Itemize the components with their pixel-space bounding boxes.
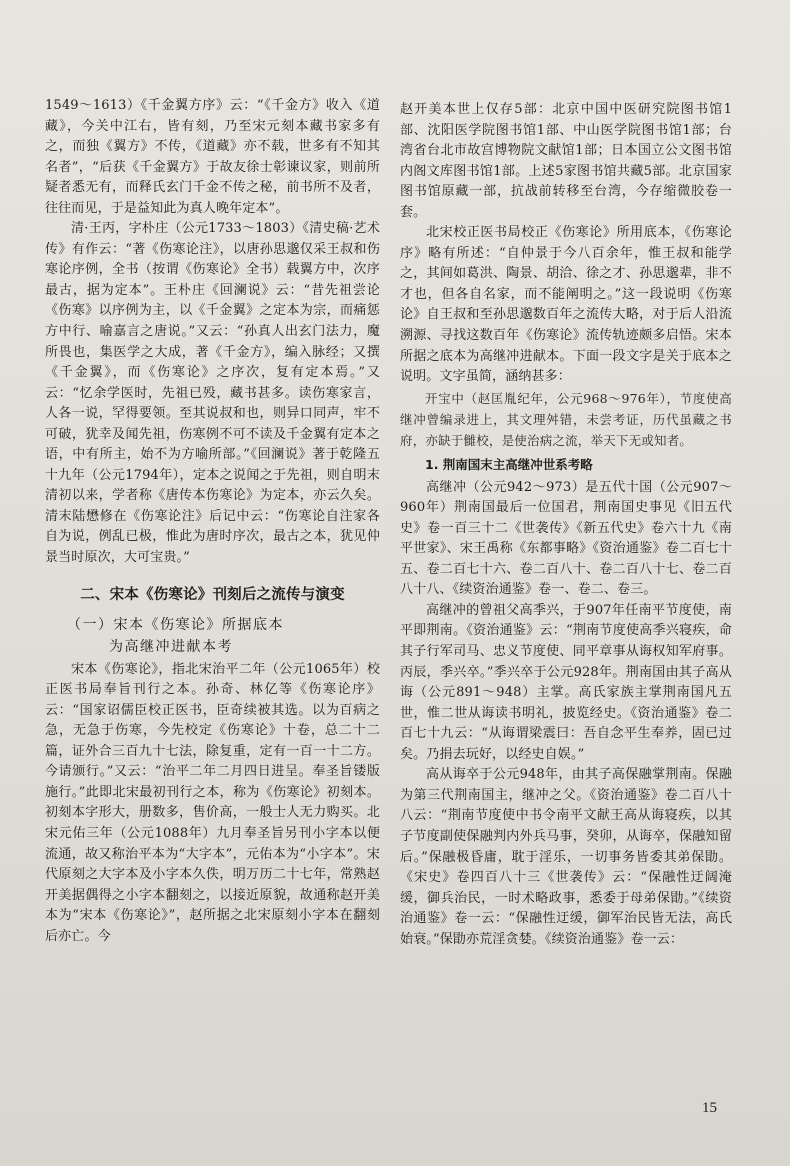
right-paragraph-5: 高从诲卒于公元948年，由其子高保融掌荆南。保融为第三代荆南国主，继冲之父。《资治通鉴》卷二百八十八云：“荆南节度使中书令南平文献王高从诲寝疾，以其子节度副使保融判内外兵马事，癸卯，从诲卒，保融知留后。”保融极昏庸，耽于淫乐，一切事务皆委其弟保勖。《宋史》卷四百八十三《世袭传》云：“保融性迂阔淹缓，御兵治民，一时术略政事，悉委于母弟保勖。”《续资治通鉴》卷一云：“保融性迂缓，御军治民皆无法，高氏始衰。”保勖亦荒淫贪婪。《续资治通鉴》卷一云：	[400, 767, 732, 947]
right-paragraph-2: 北宋校正医书局校正《伤寒论》所用底本，《伤寒论序》略有所述：“自仲景于今八百余年，惟王叔和能学之，其间如葛洪、陶景、胡洽、徐之才、孙思邈辈，非不才也，但各自名家，而不能阐明之。”这一段说明《伤寒论》自王叔和至孙思邈数百年之流传大略，对于后人沿流溯源、寻找这数百年《伤寒论》流传轨迹颇多启悟。宋本所据之底本为高继冲进献本。下面一段文字是关于底本之说明。文字虽简，涵纳甚多：	[400, 225, 732, 385]
left-paragraph-3: 宋本《伤寒论》，指北宋治平二年（公元1065年）校正医书局奉旨刊行之本。孙奇、林亿等《伤寒论序》云：“国家诏儒臣校正医书，臣奇续被其选。以为百病之急，无急于伤寒，今先校定《伤寒论》十卷，总二十二篇，证外合三百九十七法，除复重，定有一百一十二方。今请颁行。”又云：“治平二年二月四日进呈。奉圣旨镂版施行。”此即北宋最初刊行之本，称为《伤寒论》初刻本。初刻本字形大，册数多，售价高，一般士人无力购买。北宋元佑三年（公元1088年）九月奉圣旨另刊小字本以便流通，故又称治平本为“大字本”，元佑本为“小字本”。宋代原刻之大字本及小字本久佚，明万历二十七年，常熟赵开美据偶得之小字本翻刻之，以接近原貌，故通称赵开美本为“宋本《伤寒论》”，赵所据之北宋原刻小字本在翻刻后亦亡。今	[45, 661, 380, 944]
sub-heading-line-1: （一）宋本《伤寒论》所据底本	[67, 616, 284, 633]
sub-heading-line-2: 为高继冲进献本考	[109, 638, 233, 655]
right-column	[400, 100, 732, 950]
section-heading: 二、宋本《伤寒论》刊刻后之流传与演变	[80, 586, 345, 603]
sub-heading	[67, 614, 380, 658]
block-quote: 开宝中（赵匡胤纪年，公元968～976年），节度使高继冲曾编录进上，其文理舛错，未尝考证，历代虽藏之书府，亦缺于雠校，是使治病之流，举天下无或知者。	[400, 390, 732, 448]
right-paragraph-1: 赵开美本世上仅存5部：北京中国中医研究院图书馆1部、沈阳医学院图书馆1部、中山医学院图书馆1部；台湾省台北市故宫博物院文献馆1部；日本国立公文图书馆内阁文库图书馆1部。上述5家图书馆共藏5部。北京国家图书馆原藏一部，抗战前转移至台湾，今存缩微胶卷一套。	[400, 102, 732, 220]
page-number: 15	[702, 1100, 717, 1116]
left-paragraph-2: 清·王丙，字朴庄（公元1733～1803）《清史稿·艺术传》有作云：“著《伤寒论注》，以唐孙思邈仅采王叔和伤寒论序例，全书（按谓《伤寒论》全书）载翼方中，次序最古，据为定本”。王朴庄《回澜说》云：“昔先祖尝论《伤寒》以序例为主，以《千金翼》之定本为宗，而痛惩方中行、喻嘉言之唐说。”又云：“孙真人出玄门法力，魔所畏也，集医学之大成，著《千金方》，编入脉经；又撰《千金翼》，而《伤寒论》之序次，复有定本焉。”又云：“忆余学医时，先祖已殁，藏书甚多。读伤寒家言，人各一说，罕得要领。至其说叔和也，则异口同声，牢不可破，犹幸及闻先祖，伤寒例不可不读及千金翼有定本之语，中有所主，始不为方喻所部。”《回澜说》著于乾隆五十九年（公元1794年），定本之说闻之于先祖，则自明末清初以来，学者称《唐传本伤寒论》为定本，亦云久矣。清末陆懋修在《伤寒论注》后记中云：“伤寒论自注家各自为说，例乱已极，惟此为唐时序次，最古之本，犹见仲景当时原次，大可宝贵。”	[45, 221, 380, 566]
left-column	[45, 96, 380, 947]
left-paragraph-1: 1549～1613）《千金翼方序》云：“《千金方》收入《道藏》，今关中江右，皆有刻，乃至宋元刻本藏书家多有之，而独《翼方》不传，《道藏》亦不载，世多有不知其名者”，“后获《千金翼方》于故友徐士彰谏议家，则前所疑者悉无有，而释氏玄门千金不传之秘，前书所不及者，往往而见，于是益知此为真人晚年定本”。	[45, 98, 380, 216]
right-paragraph-3: 高继冲（公元942～973）是五代十国（公元907～960年）荆南国最后一位国君，荆南国史事见《旧五代史》卷一百三十二《世袭传》《新五代史》卷六十九《南平世家》、宋王禹称《东都事略》《资治通鉴》卷二百七十五、卷二百七十六、卷二百八十、卷二百八十七、卷二百八十八、《续资治通鉴》卷一、卷二、卷三。	[400, 479, 732, 598]
right-paragraph-4: 高继冲的曾祖父高季兴，于907年任南平节度使，南平即荆南。《资治通鉴》云：“荆南节度使高季兴寝疾，命其子行军司马、忠义节度使、同平章事从诲权知军府事。丙辰，季兴卒。”季兴卒于公元928年。荆南国由其子高从诲（公元891～948）主掌。高氏家族主掌荆南国凡五世，惟二世从诲读书明礼，披览经史。《资治通鉴》卷二百七十九云：“从诲谓梁震曰：吾自念平生奉养，固已过矣。乃捐去玩好，以经史自娱。”	[400, 602, 732, 762]
numbered-heading: 1. 荆南国末主高继冲世系考略	[425, 456, 593, 472]
